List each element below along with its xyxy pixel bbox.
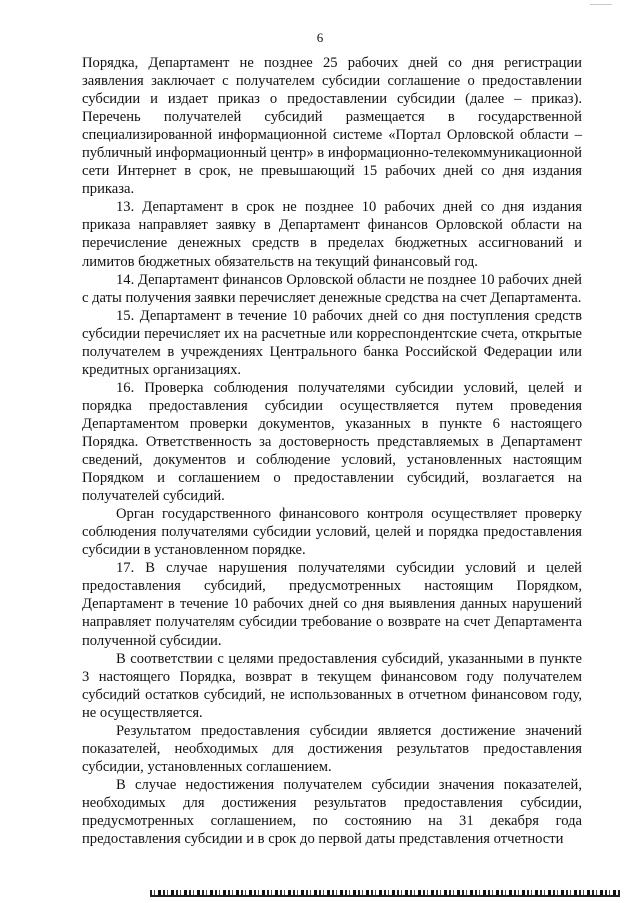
document-body (82, 54, 582, 848)
paragraph-financial-control: Орган государственного финансового контроля осуществляет проверку соблюдения получателями субсидии условий, целей и порядка предоставления субсидии в установленном порядке. (82, 506, 582, 559)
scan-mark (590, 4, 612, 5)
paragraph-failure-to-achieve: В случае недостижения получателем субсидии значения показателей, необходимых для достижения результатов предоставления субсидии, предусмотренных соглашением, по состоянию на 31 декабря года предоставления субсидии и в срок до первой даты представления отчетности (82, 776, 582, 848)
paragraph-14: 14. Департамент финансов Орловской области не позднее 10 рабочих дней с даты получения заявки перечисляет денежные средства на счет Департамента. (82, 271, 582, 306)
paragraph-15: 15. Департамент в течение 10 рабочих дней со дня поступления средств субсидии перечисляет их на расчетные или корреспондентские счета, открытые получателем в учреждениях Центрального банка Российской Федерации или кредитных организациях. (82, 307, 582, 378)
paragraph-return-rules: В соответствии с целями предоставления субсидий, указанными в пункте 3 настоящего Порядка, возврат в текущем финансовом году получателем субсидий остатков субсидий, не использованных в отчетном финансовом году, не осуществляется. (82, 650, 582, 721)
paragraph-16: 16. Проверка соблюдения получателями субсидии условий, целей и порядка предоставления субсидии осуществляется путем проведения Департаментом проверки документов, указанных в пункте 6 настоящего Порядка. Ответственность за достоверность представляемых в Департамент сведений, документов и соблюдение условий, установленных настоящим Порядком и соглашением о предоставлении субсидий, возлагается на получателей субсидий. (82, 379, 582, 505)
paragraph-17: 17. В случае нарушения получателями субсидии условий и целей предоставления субсидий, предусмотренных настоящим Порядком, Департамент в течение 10 рабочих дней со дня выявления данных нарушений направляет получателям субсидии требование о возврате на счет Департамента полученной субсидии. (82, 560, 582, 649)
paragraph-result: Результатом предоставления субсидии является достижение значений показателей, необходимых для достижения результатов предоставления субсидии, установленных соглашением. (82, 722, 582, 775)
footer-line (150, 895, 620, 897)
paragraph-13: 13. Департамент в срок не позднее 10 рабочих дней со дня издания приказа направляет заявку в Департамент финансов Орловской области на перечисление денежных средств в пределах бюджетных ассигнований и лимитов бюджетных обязательств на текущий финансовый год. (82, 199, 582, 270)
paragraph-order-continuation: Порядка, Департамент не позднее 25 рабочих дней со дня регистрации заявления заключает с получателем субсидии соглашение о предоставлении субсидии и издает приказ о предоставлении субсидии (далее – приказ). Перечень получателей субсидий размещается в государственной специализированной информационной системе «Портал Орловской области – публичный информационный центр» в информационно-телекоммуникационной сети Интернет в срок, не превышающий 15 рабочих дней со дня издания приказа. (82, 55, 582, 198)
page-number: 6 (316, 30, 324, 45)
